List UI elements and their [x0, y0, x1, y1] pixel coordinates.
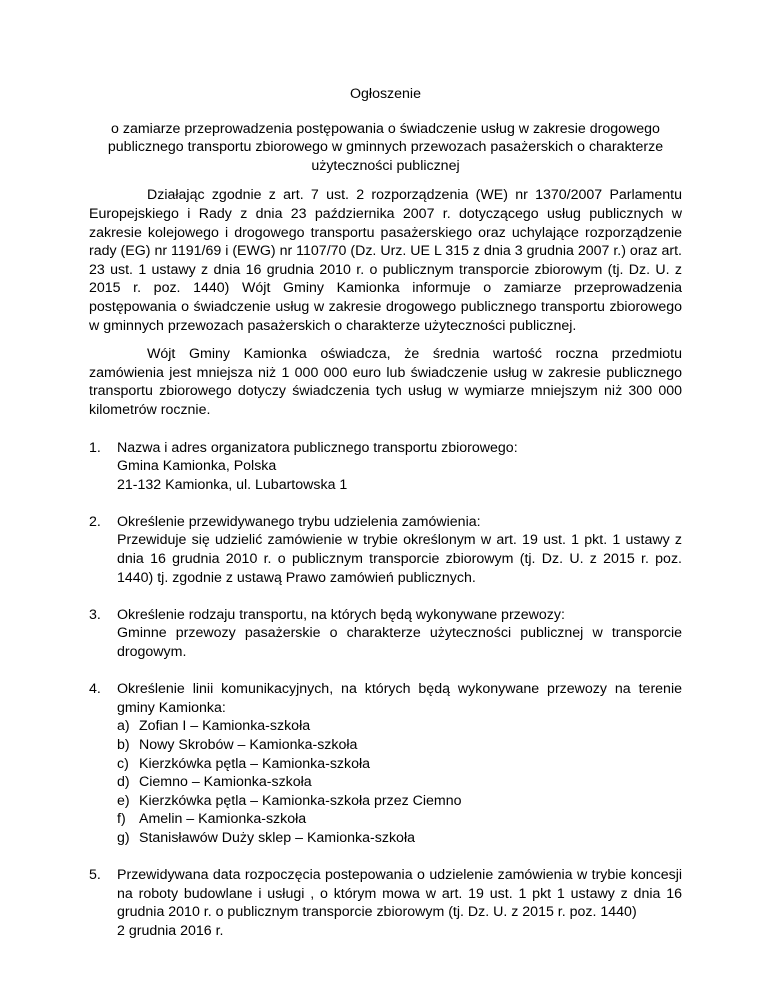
route-letter: b) [117, 737, 130, 753]
organizer-name: Gmina Kamionka, Polska [117, 458, 277, 475]
route-item [117, 829, 682, 848]
route-text: Amelin – Kamionka-szkoła [139, 811, 307, 828]
route-letter: g) [117, 829, 130, 846]
route-item [117, 792, 682, 811]
numbered-list [89, 439, 682, 941]
list-item-transport-type [89, 606, 682, 662]
list-item-body: Przewiduje się udzielić zamówienie w trybie określonym w art. 19 ust. 1 pkt. 1 ustawy z dnia 16 grudnia 2010 r. o publicznym transporcie zbiorowym (tj. Dz. U. z 2015 r. poz. 1440) tj. zgodnie z ustawą Prawo zamówień publicznych. [117, 532, 682, 586]
intro-paragraph: Działając zgodnie z art. 7 ust. 2 rozporządzenia (WE) nr 1370/2007 Parlamentu Europejskiego i Rady z dnia 23 października 2007 r. dotyczącego usług publicznych w zakresie kolejowego i drogowego transportu pasażerskiego oraz uchylające rozporządzenie rady (EG) nr 1191/69 i (EWG) nr 1107/70 (Dz. Urz. UE L 315 z dnia 3 grudnia 2007 r.) oraz art. 23 ust. 1 ustawy z dnia 16 grudnia 2010 r. o publicznym transporcie zbiorowym (tj. Dz. U. z 2015 r. poz. 1440) Wójt Gminy Kamionka informuje o zamiarze przeprowadzenia postępowania o świadczenie usług w zakresie drogowego publicznego transportu zbiorowego w gminnych przewozach pasażerskich o charakterze użyteczności publicznej. [89, 187, 682, 334]
list-item-number: 2. [89, 513, 101, 530]
list-item-heading: Określenie przewidywanego trybu udzielenia zamówienia: [117, 513, 481, 530]
list-item-heading: Określenie linii komunikacyjnych, na których będą wykonywane przewozy na terenie gminy Kamionka: [117, 681, 682, 716]
route-item [117, 755, 682, 774]
route-text: Kierzkówka pętla – Kamionka-szkoła przez Ciemno [139, 792, 462, 809]
start-date: 2 grudnia 2016 r. [117, 922, 224, 939]
declaration-paragraph: Wójt Gminy Kamionka oświadcza, że średnia wartość roczna przedmiotu zamówienia jest mniejsza niż 1 000 000 euro lub świadczenie usług w zakresie publicznego transportu zbiorowego dotyczy świadczenia tych usług w wymiarze mniejszym niż 300 000 kilometrów rocznie. [89, 346, 682, 418]
route-item [117, 717, 682, 736]
route-text: Stanisławów Duży sklep – Kamionka-szkoła [139, 829, 415, 846]
route-item [117, 810, 682, 829]
list-item-number: 3. [89, 606, 101, 623]
document-subtitle: o zamiarze przeprowadzenia postępowania o świadczenie usług w zakresie drogowego publicznego transportu zbiorowego w gminnych przewozach pasażerskich o charakterze użyteczności publicznej [107, 120, 664, 174]
organizer-address: 21-132 Kamionka, ul. Lubartowska 1 [117, 476, 348, 493]
route-text: Nowy Skrobów – Kamionka-szkoła [139, 737, 358, 753]
list-item-start-date [89, 866, 682, 940]
route-text: Kierzkówka pętla – Kamionka-szkoła [139, 755, 371, 772]
list-item-lines [89, 680, 682, 847]
document-title: Ogłoszenie [350, 86, 421, 102]
route-letter: d) [117, 774, 130, 791]
route-list [117, 717, 682, 847]
list-item-heading: Przewidywana data rozpoczęcia postepowania o udzielenie zamówienia w trybie koncesji na roboty budowlane i usługi , o którym mowa w art. 19 ust. 1 pkt 1 ustawy z dnia 16 grudnia 2010 r. o publicznym transporcie zbiorowym (tj. Dz. U. z 2015 r. poz. 1440) [117, 867, 682, 921]
list-item-heading: Określenie rodzaju transportu, na których będą wykonywane przewozy: [117, 606, 565, 623]
route-item [117, 773, 682, 792]
list-item-organizer [89, 439, 682, 495]
route-text: Ciemno – Kamionka-szkoła [139, 774, 312, 791]
route-text: Zofian I – Kamionka-szkoła [139, 718, 311, 735]
list-item-procedure [89, 513, 682, 587]
route-item [117, 736, 682, 755]
route-letter: f) [117, 811, 126, 828]
list-item-number: 1. [89, 439, 101, 456]
list-item-heading: Nazwa i adres organizatora publicznego transportu zbiorowego: [117, 439, 518, 456]
route-letter: a) [117, 718, 130, 735]
list-item-number: 5. [89, 867, 101, 884]
list-item-number: 4. [89, 681, 101, 698]
route-letter: c) [117, 755, 129, 772]
route-letter: e) [117, 792, 130, 809]
list-item-body: Gminne przewozy pasażerskie o charakterze użyteczności publicznej w transporcie drogowym. [117, 625, 682, 661]
